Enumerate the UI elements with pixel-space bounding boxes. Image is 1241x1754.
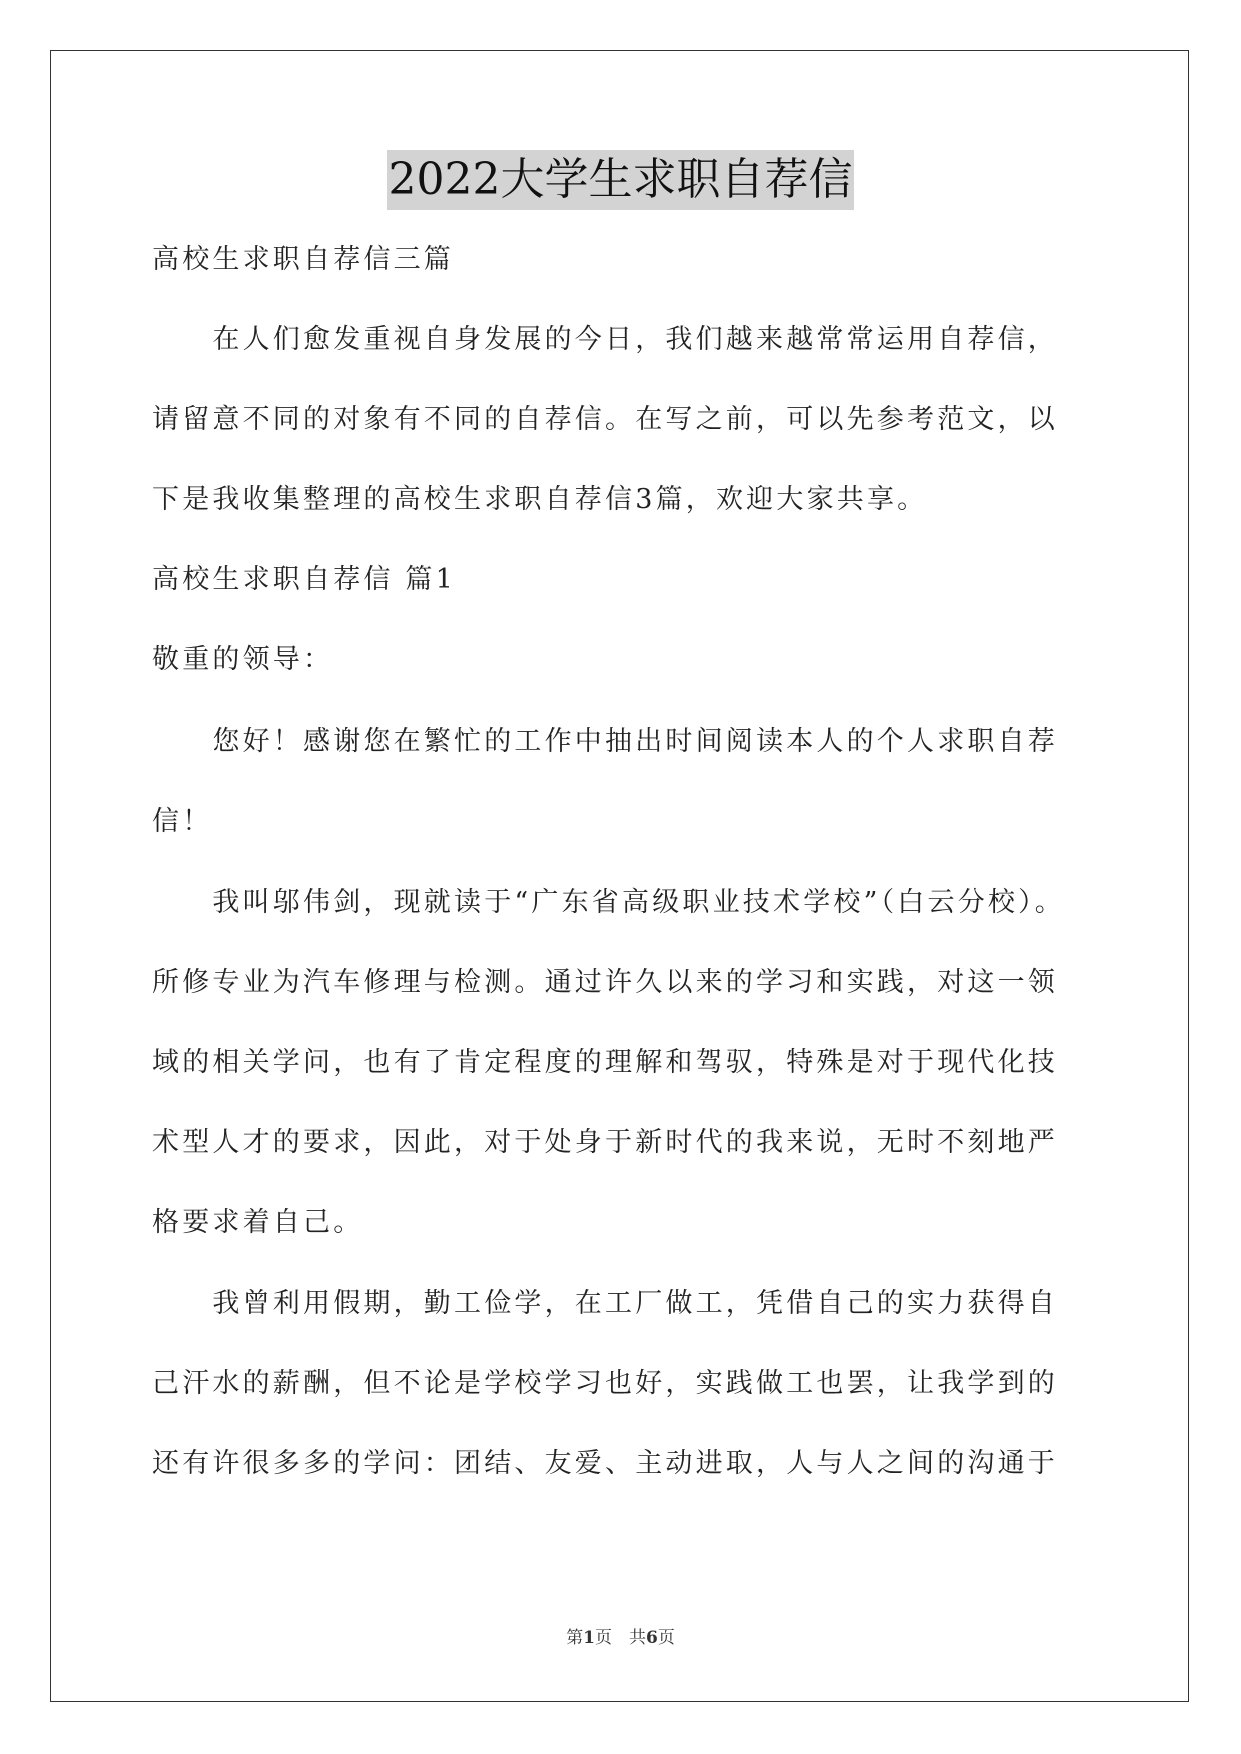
body-line: 所修专业为汽车修理与检测。通过许久以来的学习和实践，对这一领 [152,967,1058,998]
footer-page-number: 1 [583,1628,595,1648]
footer-middle: 页 共 [595,1628,646,1648]
title-container [0,150,1241,210]
footer-suffix: 页 [657,1628,675,1648]
body-line: 我曾利用假期，勤工俭学，在工厂做工，凭借自己的实力获得自 [152,1288,1058,1319]
footer-total-pages: 6 [646,1628,658,1648]
page-footer [0,1626,1241,1650]
body-line: 下是我收集整理的高校生求职自荐信3篇，欢迎大家共享。 [152,484,928,515]
salutation: 敬重的领导： [152,644,334,675]
body-line: 格要求着自己。 [152,1207,364,1238]
section-heading: 高校生求职自荐信 篇1 [152,564,456,595]
body-line: 在人们愈发重视自身发展的今日，我们越来越常常运用自荐信， [152,324,1058,355]
subtitle-line: 高校生求职自荐信三篇 [152,244,454,275]
body-line: 还有许很多多的学问：团结、友爱、主动进取，人与人之间的沟通于 [152,1448,1058,1479]
footer-prefix: 第 [566,1628,584,1648]
body-line: 域的相关学问，也有了肯定程度的理解和驾驭，特殊是对于现代化技 [152,1047,1058,1078]
body-line: 己汗水的薪酬，但不论是学校学习也好，实践做工也罢，让我学到的 [152,1368,1058,1399]
body-line: 信！ [152,806,213,837]
body-line: 您好！感谢您在繁忙的工作中抽出时间阅读本人的个人求职自荐 [152,726,1058,757]
body-line: 请留意不同的对象有不同的自荐信。在写之前，可以先参考范文，以 [152,404,1058,435]
document-title: 2022大学生求职自荐信 [387,150,855,210]
body-line: 我叫邬伟剑，现就读于“广东省高级职业技术学校”（白云分校）。 [152,887,1066,918]
body-line: 术型人才的要求，因此，对于处身于新时代的我来说，无时不刻地严 [152,1127,1058,1158]
